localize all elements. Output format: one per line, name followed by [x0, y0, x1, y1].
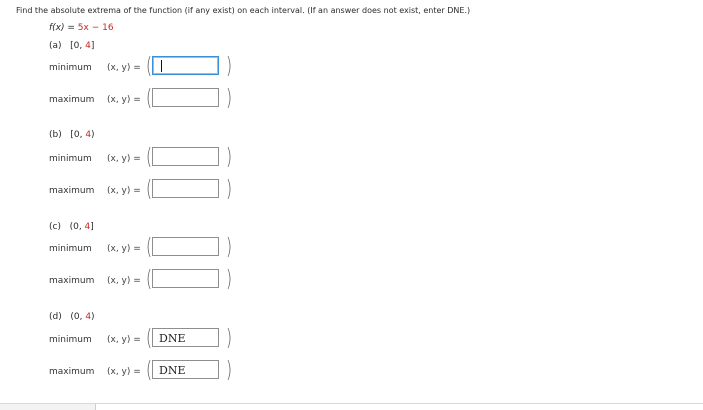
part-interval: (0, 4]: [69, 222, 94, 232]
part-c-minimum-input[interactable]: [152, 237, 219, 256]
part-d-minimum-xy: (x, y) =: [107, 335, 141, 345]
part-a-maximum-xy: (x, y) =: [107, 95, 141, 105]
function-rhs: 5x − 16: [77, 23, 114, 33]
part-b-maximum-xy: (x, y) =: [107, 186, 141, 196]
part-a-minimum-input[interactable]: [152, 56, 219, 75]
part-tag: (b): [49, 130, 62, 140]
part-b-minimum-close-paren: ): [226, 145, 233, 170]
part-d-minimum-input[interactable]: DNE: [152, 328, 219, 347]
part-tag: (a): [49, 41, 62, 51]
part-b-maximum-input[interactable]: [152, 179, 219, 198]
part-d-minimum-open-paren: (: [146, 326, 153, 351]
part-d-maximum-input[interactable]: DNE: [152, 360, 219, 379]
part-a-minimum-label: minimum: [49, 63, 92, 73]
part-c-maximum-input[interactable]: [152, 269, 219, 288]
part-tag: (d): [49, 312, 62, 322]
part-b-maximum-close-paren: ): [226, 177, 233, 202]
part-b-minimum-xy: (x, y) =: [107, 154, 141, 164]
part-c-maximum-open-paren: (: [146, 267, 153, 292]
part-d-minimum-label: minimum: [49, 335, 92, 345]
part-a-maximum-label: maximum: [49, 95, 95, 105]
part-d-maximum-xy: (x, y) =: [107, 367, 141, 377]
part-b-minimum-input[interactable]: [152, 147, 219, 166]
part-interval: [0, 4): [70, 130, 95, 140]
part-c-minimum-label: minimum: [49, 244, 92, 254]
part-c-minimum-close-paren: ): [226, 235, 233, 260]
part-b-minimum-open-paren: (: [146, 145, 153, 170]
instructions-text: Find the absolute extrema of the function (if any exist) on each interval. (If an answer does not exist, enter DNE.): [16, 6, 471, 15]
part-tag: (c): [49, 222, 61, 232]
bottom-tab: [0, 404, 96, 410]
part-d-maximum-close-paren: ): [226, 358, 233, 383]
part-a-maximum-input[interactable]: [152, 88, 219, 107]
part-c-maximum-label: maximum: [49, 276, 95, 286]
text-caret: [161, 60, 162, 72]
part-a-maximum-close-paren: ): [226, 86, 233, 111]
part-d-maximum-open-paren: (: [146, 358, 153, 383]
part-b-header: [49, 130, 95, 140]
function-lhs: f(x) =: [49, 23, 78, 33]
part-a-minimum-xy: (x, y) =: [107, 63, 141, 73]
part-a-maximum-open-paren: (: [146, 86, 153, 111]
part-c-minimum-xy: (x, y) =: [107, 244, 141, 254]
part-c-maximum-xy: (x, y) =: [107, 276, 141, 286]
part-a-minimum-close-paren: ): [226, 54, 233, 79]
part-c-minimum-open-paren: (: [146, 235, 153, 260]
part-c-maximum-close-paren: ): [226, 267, 233, 292]
function-definition: [49, 23, 114, 33]
part-c-header: [49, 222, 94, 232]
part-interval: [0, 4]: [70, 41, 95, 51]
part-b-maximum-open-paren: (: [146, 177, 153, 202]
part-a-header: [49, 41, 94, 51]
part-interval: (0, 4): [70, 312, 95, 322]
part-a-minimum-open-paren: (: [146, 54, 153, 79]
part-d-minimum-close-paren: ): [226, 326, 233, 351]
part-b-minimum-label: minimum: [49, 154, 92, 164]
part-b-maximum-label: maximum: [49, 186, 95, 196]
bottom-divider: [0, 403, 703, 404]
part-d-header: [49, 312, 95, 322]
part-d-maximum-label: maximum: [49, 367, 95, 377]
